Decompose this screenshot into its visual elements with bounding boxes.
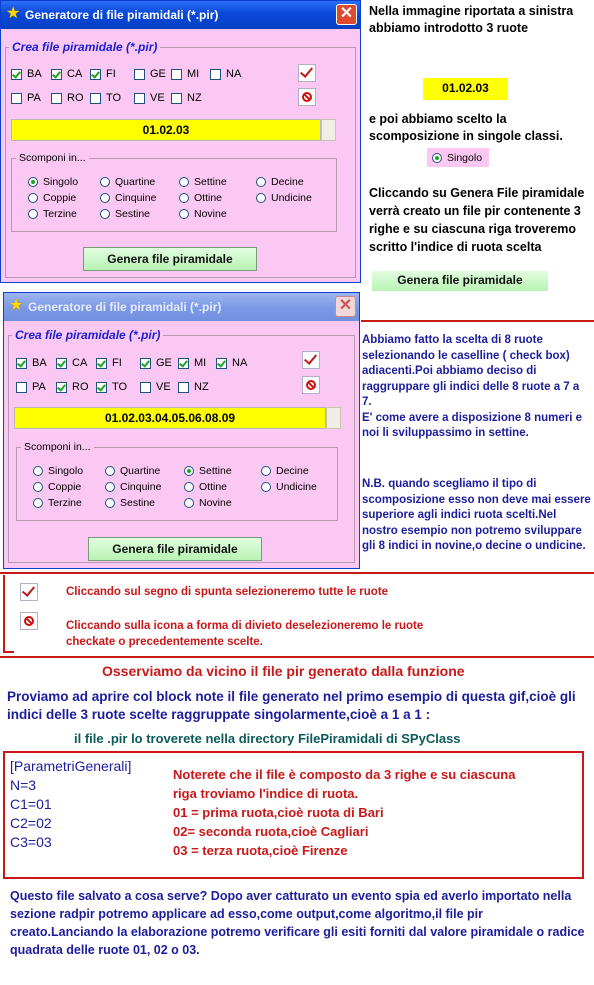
radio-terzine[interactable]	[28, 208, 77, 220]
radio-label: Cinquine	[115, 192, 157, 204]
icons-section	[3, 575, 14, 653]
checkbox-pa[interactable]	[11, 92, 41, 104]
radio-button[interactable]	[256, 193, 266, 203]
checkbox-label: MI	[187, 68, 200, 80]
checkbox-ca[interactable]	[51, 68, 82, 80]
radio-settine[interactable]	[179, 176, 227, 188]
checkbox-box[interactable]	[140, 358, 151, 369]
checkbox-ro[interactable]	[56, 381, 89, 393]
radio-label: Quartine	[115, 176, 156, 188]
note-line: 01 = prima ruota,cioè ruota di Bari	[173, 805, 384, 820]
deselect-ban-icon[interactable]	[302, 376, 320, 394]
checkbox-ge[interactable]	[140, 357, 172, 369]
radio-button[interactable]	[184, 466, 194, 476]
scelto-text: e poi abbiamo scelto la scomposizione in singole classi.	[369, 112, 563, 143]
radio-novine[interactable]	[179, 208, 227, 220]
radio-label: Settine	[194, 176, 227, 188]
checkbox-box[interactable]	[134, 69, 145, 80]
checkbox-label: FI	[106, 68, 116, 80]
note-line: Noterete che il file è composto da 3 righe e su ciascuna riga troviamo l'indice di ruota.	[173, 767, 516, 801]
checkbox-box[interactable]	[90, 69, 101, 80]
checkbox-label: MI	[194, 357, 207, 369]
radio-label: Decine	[276, 465, 309, 477]
radio-ottine[interactable]	[179, 192, 222, 204]
group-label-2: Crea file piramidale (*.pir)	[12, 328, 163, 342]
checkbox-label: PA	[27, 92, 41, 104]
checkbox-box[interactable]	[216, 358, 227, 369]
scomponi-label-1: Scomponi in...	[16, 152, 89, 164]
checkbox-box[interactable]	[56, 382, 67, 393]
file-preview-box	[3, 751, 584, 879]
checkbox-label: RO	[72, 381, 89, 393]
checkbox-to[interactable]	[90, 92, 121, 104]
checkbox-fi[interactable]	[96, 357, 122, 369]
nb-note: N.B. quando scegliamo il tipo di scomposizione esso non deve mai essere superiore agli indici ruota scelti.Nel nostro esempio non potremo sviluppare gli 8 indici in novine,o decine o undicine.	[362, 478, 591, 552]
radio-sestine[interactable]	[100, 208, 150, 220]
radio-label: Ottine	[199, 481, 228, 493]
check-icon-sample	[20, 583, 38, 601]
checkbox-label: NA	[226, 68, 242, 80]
genera-button-2[interactable]: Genera file piramidale	[88, 537, 262, 561]
checkbox-label: RO	[67, 92, 84, 104]
window-1	[0, 0, 361, 283]
checkbox-box[interactable]	[16, 358, 27, 369]
note-line: 03 = terza ruota,cioè Firenze	[173, 843, 348, 858]
genera-button-1[interactable]: Genera file piramidale	[83, 247, 257, 271]
radio-label: Cinquine	[120, 481, 162, 493]
radio-singolo[interactable]	[28, 176, 78, 188]
radio-decine[interactable]	[261, 465, 309, 477]
closing-text: Questo file salvato a cosa serve? Dopo aver catturato un evento spia ed averlo importato nella sezione radpir potremo applicare ad esso,come output,come algoritmo,il file pir creato.Lanciando la elaborazione potremo verificare gli esiti forniti dal valore piramidale o radice quadrata delle ruote 01, 02 o 03.	[10, 889, 585, 957]
checkbox-ba[interactable]	[11, 68, 42, 80]
window-title-1: Generatore di file piramidali (*.pir)	[25, 8, 219, 22]
ban-explanation: Cliccando sulla icona a forma di divieto deselezioneremo le ruote checkate o precedentemente scelte.	[66, 620, 424, 648]
checkbox-label: GE	[150, 68, 166, 80]
radio-button[interactable]	[105, 498, 115, 508]
radio-label: Terzine	[43, 208, 77, 220]
file-line: N=3	[10, 777, 37, 793]
note-line: 02= seconda ruota,cioè Cagliari	[173, 824, 369, 839]
radio-undicine[interactable]	[261, 481, 317, 493]
radio-coppie[interactable]	[28, 192, 76, 204]
checkbox-box[interactable]	[171, 69, 182, 80]
spin-control-1[interactable]	[321, 119, 336, 141]
checkbox-na[interactable]	[210, 68, 241, 80]
checkbox-mi[interactable]	[178, 357, 206, 369]
checkbox-label: PA	[32, 381, 46, 393]
radio-novine[interactable]	[184, 497, 232, 509]
check-explanation: Cliccando sul segno di spunta selezioneremo tutte le ruote	[66, 586, 389, 598]
deselect-ban-icon[interactable]	[298, 88, 316, 106]
radio-label: Decine	[271, 176, 304, 188]
checkbox-fi[interactable]	[90, 68, 116, 80]
value-display: 01.02.03	[423, 78, 508, 100]
scomponi-label-2: Scomponi in...	[21, 441, 94, 453]
title-bar-1[interactable]	[1, 1, 360, 29]
radio-undicine[interactable]	[256, 192, 312, 204]
separator	[0, 572, 594, 574]
checkbox-box[interactable]	[11, 93, 22, 104]
select-all-check-icon[interactable]	[298, 64, 316, 82]
checkbox-box[interactable]	[140, 382, 151, 393]
radio-singolo[interactable]	[33, 465, 83, 477]
radio-button[interactable]	[184, 498, 194, 508]
radio-button[interactable]	[105, 466, 115, 476]
indices-field-1[interactable]: 01.02.03	[11, 119, 321, 141]
window-2	[3, 292, 360, 569]
close-button[interactable]: ✕	[336, 4, 357, 25]
separator	[0, 656, 594, 658]
radio-label: Undicine	[271, 192, 312, 204]
genera-button-sample: Genera file piramidale	[372, 271, 548, 291]
select-all-check-icon[interactable]	[302, 351, 320, 369]
radio-button[interactable]	[179, 193, 189, 203]
checkbox-box[interactable]	[178, 382, 189, 393]
radio-button[interactable]	[261, 482, 271, 492]
title-bar-2[interactable]	[4, 293, 359, 321]
checkbox-to[interactable]	[96, 381, 127, 393]
checkbox-box[interactable]	[96, 382, 107, 393]
checkbox-label: TO	[112, 381, 128, 393]
window-title-2: Generatore di file piramidali (*.pir)	[28, 300, 222, 314]
checkbox-box[interactable]	[96, 358, 107, 369]
singolo-chip	[427, 148, 489, 167]
radio-button[interactable]	[100, 209, 110, 219]
radio-button[interactable]	[100, 193, 110, 203]
radio-button[interactable]	[256, 177, 266, 187]
radio-label: Novine	[194, 208, 227, 220]
star-icon: ★	[6, 5, 21, 22]
radio-button[interactable]	[33, 466, 43, 476]
checkbox-ve[interactable]	[134, 92, 165, 104]
checkbox-box[interactable]	[90, 93, 101, 104]
checkbox-box[interactable]	[16, 382, 27, 393]
radio-button[interactable]	[28, 193, 38, 203]
checkbox-nz[interactable]	[171, 92, 202, 104]
radio-button[interactable]	[179, 177, 189, 187]
radio-label: Sestine	[120, 497, 156, 509]
checkbox-box[interactable]	[134, 93, 145, 104]
radio-ottine[interactable]	[184, 481, 227, 493]
singolo-chip-label: Singolo	[447, 152, 483, 164]
checkbox-label: GE	[156, 357, 172, 369]
radio-quartine[interactable]	[100, 176, 155, 188]
radio-label: Settine	[199, 465, 232, 477]
checkbox-label: TO	[106, 92, 122, 104]
radio-label: Singolo	[48, 465, 84, 477]
radio-cinquine[interactable]	[100, 192, 156, 204]
checkbox-ge[interactable]	[134, 68, 166, 80]
checkbox-label: BA	[32, 357, 47, 369]
checkbox-ba[interactable]	[16, 357, 47, 369]
radio-label: Novine	[199, 497, 232, 509]
radio-label: Terzine	[48, 497, 82, 509]
checkbox-label: VE	[156, 381, 171, 393]
checkbox-box[interactable]	[171, 93, 182, 104]
ban-icon-sample	[20, 612, 38, 630]
radio-quartine[interactable]	[105, 465, 160, 477]
radio-icon	[432, 153, 442, 163]
radio-label: Coppie	[48, 481, 82, 493]
radio-terzine[interactable]	[33, 497, 82, 509]
radio-sestine[interactable]	[105, 497, 155, 509]
checkbox-box[interactable]	[56, 358, 67, 369]
checkbox-box[interactable]	[11, 69, 22, 80]
intro-text: Nella immagine riportata a sinistra abbiamo introdotto 3 ruote	[369, 4, 574, 35]
separator	[361, 320, 594, 322]
checkbox-box[interactable]	[51, 69, 62, 80]
radio-label: Coppie	[43, 192, 77, 204]
radio-button[interactable]	[100, 177, 110, 187]
radio-button[interactable]	[33, 498, 43, 508]
radio-decine[interactable]	[256, 176, 304, 188]
radio-cinquine[interactable]	[105, 481, 161, 493]
file-line: [ParametriGenerali]	[10, 758, 132, 774]
file-line: C3=03	[10, 834, 52, 850]
group-label-1: Crea file piramidale (*.pir)	[9, 40, 160, 54]
checkbox-label: CA	[67, 68, 83, 80]
radio-button[interactable]	[261, 466, 271, 476]
checkbox-ca[interactable]	[56, 357, 87, 369]
radio-coppie[interactable]	[33, 481, 81, 493]
file-line: C1=01	[10, 796, 52, 812]
explanation-8-ruote: Abbiamo fatto la scelta di 8 ruote selezionando le caselline ( check box) adiacenti.Poi abbiamo deciso di raggruppare gli indici delle 8 ruote a 7 a 7. E' come avere a disposizione 8 numeri e noi li sviluppassimo in settine.	[362, 334, 583, 439]
radio-button[interactable]	[105, 482, 115, 492]
star-icon: ★	[9, 297, 24, 314]
indices-field-2[interactable]: 01.02.03.04.05.06.08.09	[14, 407, 326, 429]
checkbox-na[interactable]	[216, 357, 247, 369]
file-line: C2=02	[10, 815, 52, 831]
radio-button[interactable]	[33, 482, 43, 492]
close-button[interactable]: ✕	[335, 296, 356, 317]
checkbox-ro[interactable]	[51, 92, 84, 104]
radio-label: Ottine	[194, 192, 223, 204]
checkbox-box[interactable]	[51, 93, 62, 104]
radio-button[interactable]	[28, 209, 38, 219]
radio-label: Quartine	[120, 465, 161, 477]
radio-label: Singolo	[43, 176, 79, 188]
radio-label: Undicine	[276, 481, 317, 493]
checkbox-mi[interactable]	[171, 68, 199, 80]
checkbox-nz[interactable]	[178, 381, 209, 393]
checkbox-box[interactable]	[210, 69, 221, 80]
checkbox-pa[interactable]	[16, 381, 46, 393]
checkbox-box[interactable]	[178, 358, 189, 369]
file-intro: Proviamo ad aprire col block note il file generato nel primo esempio di questa gif,cioè gli indici delle 3 ruote scelte raggruppate singolarmente,cioè a 1 a 1 :	[7, 689, 576, 722]
radio-settine[interactable]	[184, 465, 232, 477]
checkbox-label: CA	[72, 357, 88, 369]
checkbox-label: NZ	[194, 381, 209, 393]
genera-explanation: Cliccando su Genera File piramidale verrà creato un file pir contenente 3 righe e su ciascuna riga troveremo scritto l'indice di ruota scelta	[369, 186, 585, 254]
radio-button[interactable]	[184, 482, 194, 492]
checkbox-ve[interactable]	[140, 381, 171, 393]
radio-label: Sestine	[115, 208, 151, 220]
checkbox-label: NA	[232, 357, 248, 369]
checkbox-label: FI	[112, 357, 122, 369]
checkbox-label: VE	[150, 92, 165, 104]
directory-note: il file .pir lo troverete nella directory FilePiramidali di SPyClass	[74, 731, 461, 746]
checkbox-label: NZ	[187, 92, 202, 104]
radio-button[interactable]	[179, 209, 189, 219]
file-section-heading: Osserviamo da vicino il file pir generato dalla funzione	[102, 663, 465, 679]
spin-control-2[interactable]	[326, 407, 341, 429]
radio-button[interactable]	[28, 177, 38, 187]
checkbox-label: BA	[27, 68, 42, 80]
